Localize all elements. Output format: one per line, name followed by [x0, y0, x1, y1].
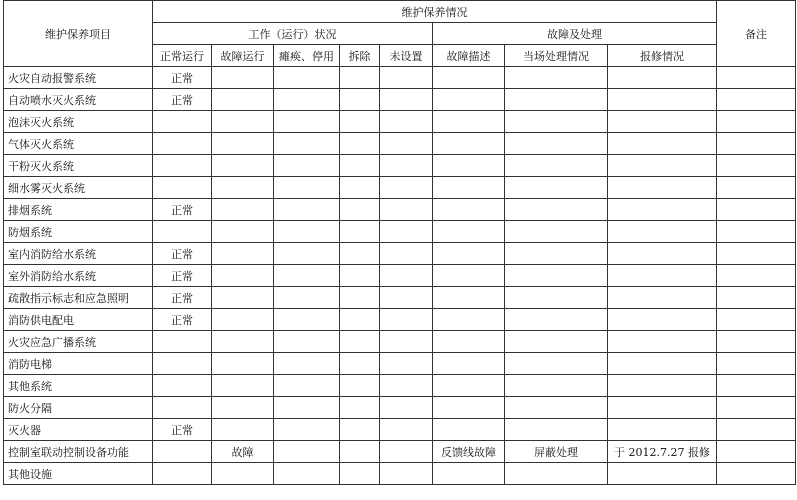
cell-desc [433, 243, 505, 265]
cell-report [608, 89, 717, 111]
col-normal: 正常运行 [153, 45, 212, 67]
cell-remark [717, 419, 796, 441]
cell-normal: 正常 [153, 287, 212, 309]
cell-name: 其他设施 [4, 463, 153, 485]
cell-onsite [505, 419, 608, 441]
cell-not-installed [380, 111, 433, 133]
cell-onsite [505, 221, 608, 243]
cell-fault-run [212, 67, 274, 89]
cell-name: 室外消防给水系统 [4, 265, 153, 287]
header-item: 维护保养项目 [4, 1, 153, 67]
cell-desc [433, 67, 505, 89]
cell-removed [340, 67, 380, 89]
cell-paralyzed [274, 441, 340, 463]
cell-remark [717, 177, 796, 199]
cell-remark [717, 265, 796, 287]
cell-fault-run [212, 133, 274, 155]
cell-not-installed [380, 265, 433, 287]
cell-name: 防火分隔 [4, 397, 153, 419]
cell-onsite: 屏蔽处理 [505, 441, 608, 463]
cell-desc [433, 331, 505, 353]
cell-normal: 正常 [153, 309, 212, 331]
cell-removed [340, 331, 380, 353]
table-row [4, 89, 796, 111]
table-row [4, 111, 796, 133]
cell-report [608, 133, 717, 155]
cell-paralyzed [274, 419, 340, 441]
cell-desc [433, 463, 505, 485]
cell-remark [717, 111, 796, 133]
cell-removed [340, 375, 380, 397]
cell-remark [717, 331, 796, 353]
cell-fault-run [212, 353, 274, 375]
cell-removed [340, 265, 380, 287]
col-report: 报修情况 [608, 45, 717, 67]
cell-report [608, 463, 717, 485]
header-status: 工作（运行）状况 [153, 23, 433, 45]
cell-report [608, 309, 717, 331]
cell-not-installed [380, 397, 433, 419]
cell-report [608, 265, 717, 287]
col-not-installed: 未设置 [380, 45, 433, 67]
cell-fault-run: 故障 [212, 441, 274, 463]
col-onsite: 当场处理情况 [505, 45, 608, 67]
cell-name: 干粉灭火系统 [4, 155, 153, 177]
cell-paralyzed [274, 331, 340, 353]
cell-onsite [505, 265, 608, 287]
cell-remark [717, 287, 796, 309]
table-row [4, 133, 796, 155]
cell-not-installed [380, 419, 433, 441]
cell-remark [717, 397, 796, 419]
cell-not-installed [380, 375, 433, 397]
cell-removed [340, 155, 380, 177]
cell-not-installed [380, 155, 433, 177]
table-row [4, 265, 796, 287]
cell-paralyzed [274, 287, 340, 309]
cell-paralyzed [274, 199, 340, 221]
cell-normal [153, 463, 212, 485]
col-paralyzed: 瘫痪、停用 [274, 45, 340, 67]
cell-normal: 正常 [153, 265, 212, 287]
cell-not-installed [380, 133, 433, 155]
col-fault-run: 故障运行 [212, 45, 274, 67]
cell-remark [717, 199, 796, 221]
cell-removed [340, 221, 380, 243]
cell-normal [153, 111, 212, 133]
cell-onsite [505, 397, 608, 419]
cell-paralyzed [274, 265, 340, 287]
cell-removed [340, 199, 380, 221]
cell-not-installed [380, 89, 433, 111]
cell-onsite [505, 375, 608, 397]
cell-desc [433, 89, 505, 111]
cell-not-installed [380, 221, 433, 243]
cell-paralyzed [274, 375, 340, 397]
cell-fault-run [212, 419, 274, 441]
cell-onsite [505, 67, 608, 89]
header-remark: 备注 [717, 1, 796, 67]
cell-not-installed [380, 309, 433, 331]
cell-report [608, 111, 717, 133]
cell-fault-run [212, 199, 274, 221]
cell-desc [433, 265, 505, 287]
cell-not-installed [380, 287, 433, 309]
table-row [4, 287, 796, 309]
cell-paralyzed [274, 463, 340, 485]
cell-normal: 正常 [153, 243, 212, 265]
cell-not-installed [380, 353, 433, 375]
cell-fault-run [212, 89, 274, 111]
table-row [4, 463, 796, 485]
cell-normal [153, 353, 212, 375]
cell-name: 排烟系统 [4, 199, 153, 221]
table-row [4, 441, 796, 463]
cell-report [608, 397, 717, 419]
cell-fault-run [212, 375, 274, 397]
cell-fault-run [212, 177, 274, 199]
cell-paralyzed [274, 111, 340, 133]
cell-name: 疏散指示标志和应急照明 [4, 287, 153, 309]
cell-not-installed [380, 243, 433, 265]
cell-removed [340, 111, 380, 133]
cell-report [608, 67, 717, 89]
cell-report [608, 287, 717, 309]
cell-name: 其他系统 [4, 375, 153, 397]
cell-removed [340, 177, 380, 199]
table-row [4, 243, 796, 265]
cell-remark [717, 375, 796, 397]
cell-normal: 正常 [153, 419, 212, 441]
cell-desc [433, 177, 505, 199]
cell-not-installed [380, 441, 433, 463]
cell-name: 室内消防给水系统 [4, 243, 153, 265]
cell-removed [340, 309, 380, 331]
cell-not-installed [380, 177, 433, 199]
cell-name: 灭火器 [4, 419, 153, 441]
cell-normal [153, 397, 212, 419]
table-row [4, 155, 796, 177]
cell-removed [340, 243, 380, 265]
cell-paralyzed [274, 67, 340, 89]
cell-removed [340, 463, 380, 485]
cell-name: 气体灭火系统 [4, 133, 153, 155]
cell-name: 消防电梯 [4, 353, 153, 375]
cell-paralyzed [274, 353, 340, 375]
cell-desc [433, 133, 505, 155]
cell-desc [433, 221, 505, 243]
cell-fault-run [212, 221, 274, 243]
cell-onsite [505, 243, 608, 265]
table-row [4, 177, 796, 199]
col-removed: 拆除 [340, 45, 380, 67]
cell-report [608, 177, 717, 199]
cell-desc [433, 309, 505, 331]
cell-normal [153, 177, 212, 199]
cell-not-installed [380, 331, 433, 353]
cell-fault-run [212, 309, 274, 331]
cell-onsite [505, 287, 608, 309]
cell-paralyzed [274, 221, 340, 243]
cell-onsite [505, 309, 608, 331]
cell-paralyzed [274, 397, 340, 419]
cell-name: 细水雾灭火系统 [4, 177, 153, 199]
cell-removed [340, 419, 380, 441]
cell-name: 自动喷水灭火系统 [4, 89, 153, 111]
cell-report: 于 2012.7.27 报修 [608, 441, 717, 463]
table-body [4, 67, 796, 485]
cell-report [608, 419, 717, 441]
cell-report [608, 155, 717, 177]
cell-onsite [505, 353, 608, 375]
cell-normal [153, 331, 212, 353]
cell-name: 消防供电配电 [4, 309, 153, 331]
table-row [4, 375, 796, 397]
cell-fault-run [212, 287, 274, 309]
table-row [4, 353, 796, 375]
cell-desc [433, 199, 505, 221]
cell-desc [433, 419, 505, 441]
cell-remark [717, 243, 796, 265]
col-desc: 故障描述 [433, 45, 505, 67]
cell-desc [433, 287, 505, 309]
cell-remark [717, 133, 796, 155]
cell-remark [717, 441, 796, 463]
cell-desc [433, 375, 505, 397]
cell-normal [153, 133, 212, 155]
cell-normal [153, 375, 212, 397]
cell-paralyzed [274, 177, 340, 199]
cell-desc [433, 353, 505, 375]
cell-not-installed [380, 463, 433, 485]
table-row [4, 397, 796, 419]
cell-remark [717, 353, 796, 375]
cell-removed [340, 441, 380, 463]
cell-name: 泡沫灭火系统 [4, 111, 153, 133]
cell-report [608, 243, 717, 265]
cell-removed [340, 89, 380, 111]
cell-normal [153, 441, 212, 463]
cell-removed [340, 287, 380, 309]
cell-onsite [505, 331, 608, 353]
cell-name: 火灾自动报警系统 [4, 67, 153, 89]
cell-normal: 正常 [153, 89, 212, 111]
cell-desc: 反馈线故障 [433, 441, 505, 463]
cell-removed [340, 397, 380, 419]
header-maintenance: 维护保养情况 [153, 1, 717, 23]
cell-report [608, 331, 717, 353]
cell-name: 控制室联动控制设备功能 [4, 441, 153, 463]
maintenance-table [3, 0, 796, 485]
table-row [4, 221, 796, 243]
cell-desc [433, 397, 505, 419]
cell-not-installed [380, 67, 433, 89]
cell-onsite [505, 177, 608, 199]
cell-removed [340, 353, 380, 375]
cell-onsite [505, 133, 608, 155]
cell-report [608, 375, 717, 397]
cell-desc [433, 155, 505, 177]
cell-remark [717, 67, 796, 89]
cell-paralyzed [274, 309, 340, 331]
cell-name: 防烟系统 [4, 221, 153, 243]
cell-report [608, 199, 717, 221]
cell-paralyzed [274, 133, 340, 155]
cell-fault-run [212, 331, 274, 353]
cell-fault-run [212, 155, 274, 177]
cell-desc [433, 111, 505, 133]
cell-remark [717, 221, 796, 243]
cell-removed [340, 133, 380, 155]
table-row [4, 331, 796, 353]
cell-paralyzed [274, 89, 340, 111]
cell-name: 火灾应急广播系统 [4, 331, 153, 353]
table-row [4, 419, 796, 441]
cell-fault-run [212, 397, 274, 419]
cell-onsite [505, 463, 608, 485]
cell-normal: 正常 [153, 67, 212, 89]
cell-report [608, 221, 717, 243]
cell-fault-run [212, 265, 274, 287]
cell-remark [717, 155, 796, 177]
cell-onsite [505, 89, 608, 111]
cell-not-installed [380, 199, 433, 221]
table-row [4, 309, 796, 331]
table-row [4, 67, 796, 89]
header-fault: 故障及处理 [433, 23, 717, 45]
cell-normal: 正常 [153, 199, 212, 221]
cell-remark [717, 309, 796, 331]
cell-normal [153, 155, 212, 177]
cell-onsite [505, 111, 608, 133]
cell-paralyzed [274, 243, 340, 265]
cell-remark [717, 89, 796, 111]
cell-onsite [505, 199, 608, 221]
cell-paralyzed [274, 155, 340, 177]
cell-fault-run [212, 111, 274, 133]
cell-fault-run [212, 463, 274, 485]
cell-fault-run [212, 243, 274, 265]
cell-remark [717, 463, 796, 485]
table-row [4, 199, 796, 221]
cell-onsite [505, 155, 608, 177]
cell-normal [153, 221, 212, 243]
cell-report [608, 353, 717, 375]
